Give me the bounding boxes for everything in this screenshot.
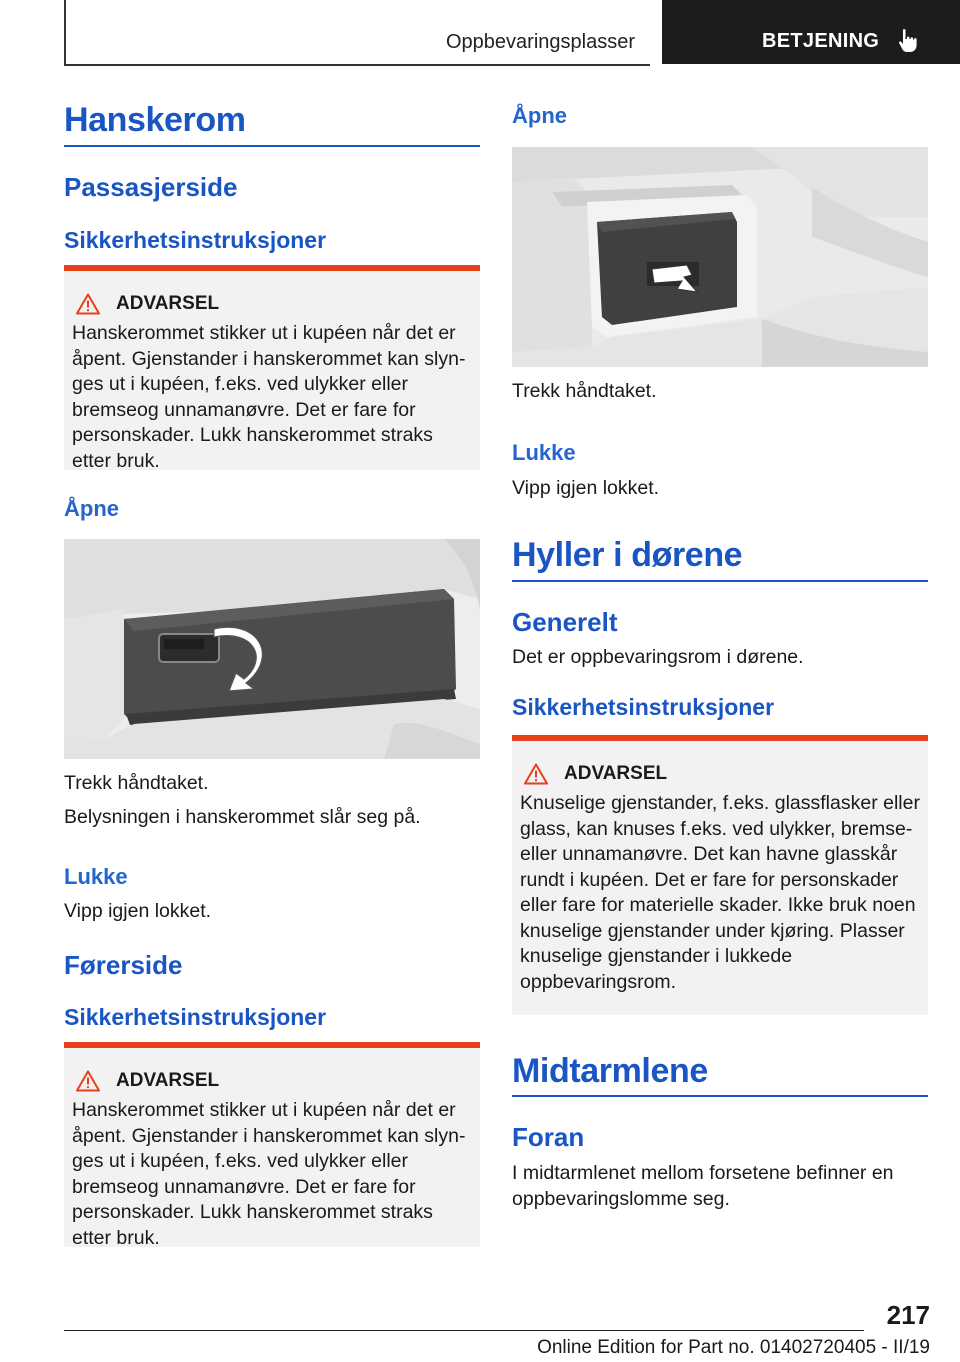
header-chapter-tab[interactable] [662, 0, 960, 64]
open-heading-driver: Åpne [512, 103, 567, 128]
close-text-passenger: Vipp igjen lokket. [64, 900, 212, 922]
safety-heading-driver: Sikkerhetsinstruksjoner [64, 1004, 327, 1030]
glovebox-passenger-illustration [64, 539, 480, 759]
header-section-title: Oppbevaringsplasser [446, 31, 635, 53]
armrest-title-rule [512, 1095, 928, 1097]
door-shelves-title: Hyller i dørene [512, 536, 743, 574]
general-heading: Generelt [512, 607, 618, 637]
armrest-title: Midtarmlene [512, 1052, 708, 1090]
header-bottom-rule [64, 64, 650, 66]
warning-triangle-icon [524, 763, 548, 785]
title-rule [64, 145, 480, 147]
warning-triangle-icon [76, 293, 100, 315]
glovebox-driver-illustration [512, 147, 928, 367]
pointing-hand-icon [897, 28, 921, 54]
close-text-driver: Vipp igjen lokket. [512, 477, 660, 499]
light-note: Belysningen i hanskerommet slår seg på. [64, 806, 421, 828]
footer-edition: Online Edition for Part no. 01402720405 - II/19 [537, 1337, 930, 1358]
warning-box-passenger [64, 265, 480, 470]
glovebox-passenger-drawing [64, 539, 480, 759]
warning-text: Hanskerommet stikker ut i kupéen når det er åpent. Gjenstander i hanskerommet kan slynges ut i kupéen, f.eks. ved ulykker eller bremseog unnamanøvre. Det er fare for personskader. Lukk hanskerommet straks etter bruk. [72, 1099, 466, 1249]
passenger-side-heading: Passasjerside [64, 172, 238, 202]
close-heading-passenger: Lukke [64, 864, 128, 889]
warning-label: ADVARSEL [116, 1070, 220, 1091]
warning-title [524, 763, 920, 785]
page-title: Hanskerom [64, 101, 246, 139]
warning-title [76, 1070, 472, 1092]
warning-triangle-icon [76, 1070, 100, 1092]
warning-box-driver [64, 1042, 480, 1247]
front-text: I midtarmlenet mellom forsetene befinner en oppbevaringslomme seg. [512, 1162, 894, 1210]
warning-box-doors [512, 735, 928, 1015]
driver-side-heading: Førerside [64, 950, 183, 980]
warning-text: Hanskerommet stikker ut i kupéen når det er åpent. Gjenstander i hanskerommet kan slynges ut i kupéen, f.eks. ved ulykker eller bremseog unnamanøvre. Det er fare for personskader. Lukk hanskerommet straks etter bruk. [72, 322, 466, 472]
open-heading-passenger: Åpne [64, 496, 119, 521]
safety-heading-doors: Sikkerhetsinstruksjoner [512, 694, 775, 720]
footer-rule [64, 1330, 864, 1331]
warning-title [76, 293, 472, 315]
safety-heading-passenger: Sikkerhetsinstruksjoner [64, 227, 327, 253]
warning-label: ADVARSEL [564, 763, 668, 784]
front-heading: Foran [512, 1122, 585, 1152]
door-title-rule [512, 580, 928, 582]
close-heading-driver: Lukke [512, 440, 576, 465]
glovebox-driver-drawing [512, 147, 928, 367]
open-step-driver: Trekk håndtaket. [512, 380, 657, 402]
page-number: 217 [886, 1300, 930, 1330]
open-step-passenger: Trekk håndtaket. [64, 772, 209, 794]
warning-text: Knuselige gjenstander, f.eks. glassflasker eller glass, kan knuses f.eks. ved ulykker, bremseeller unnamanøvre. Det kan havne glasskår rundt i kupéen. Det er fare for personskader eller fare for materielle skader. Ikke bruk noen knuselige gjenstander under kjøring. Plasser knuselige gjenstander i lukkede oppbevaringsrom. [520, 792, 920, 993]
chapter-label: BETJENING [762, 29, 880, 52]
general-text: Det er oppbevaringsrom i dørene. [512, 646, 804, 668]
warning-label: ADVARSEL [116, 293, 220, 314]
